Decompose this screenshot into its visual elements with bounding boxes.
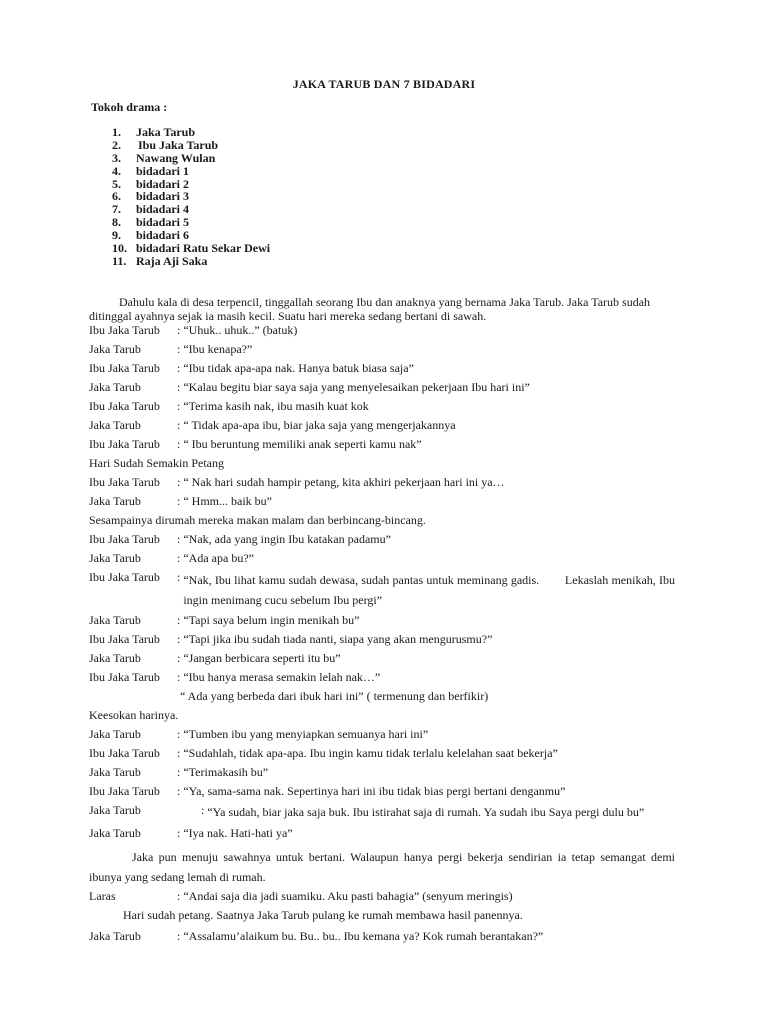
dialogue-line: Jaka Tarub : “Jangan berbicara seperti itu bu” xyxy=(89,651,341,665)
cast-item: 7. bidadari 4 xyxy=(112,202,190,217)
cast-item: 9. bidadari 6 xyxy=(112,228,190,243)
narration-petang: Hari Sudah Semakin Petang xyxy=(89,456,224,470)
script-body xyxy=(89,295,678,943)
narration-pulang: Hari sudah petang. Saatnya Jaka Tarub pulang ke rumah membawa hasil panennya. xyxy=(123,908,523,922)
dialogue-line: Jaka Tarub : “Iya nak. Hati-hati ya” xyxy=(89,826,293,840)
dialogue-line: Jaka Tarub : “Ibu kenapa?” xyxy=(89,342,253,356)
cast-item: 1. Jaka Tarub xyxy=(112,125,196,139)
narration-sawah: Jaka pun menuju sawahnya untuk bertani. Walaupun hanya pergi bekerja sendirian ia tetap semangat demi ibunya yang sedang lemah di rumah. xyxy=(89,850,675,884)
dialogue-line: Ibu Jaka Tarub : “Terima kasih nak, ibu masih kuat kok xyxy=(89,399,369,413)
dialogue-line: Ibu Jaka Tarub : “Nak, ada yang ingin Ibu katakan padamu” xyxy=(89,532,391,546)
cast-item: 11. Raja Aji Saka xyxy=(112,253,208,268)
dialogue-line: Jaka Tarub : “ Hmm... baik bu” xyxy=(89,494,272,508)
dialogue-line: Jaka Tarub : “Ada apa bu?” xyxy=(89,551,254,565)
dialogue-line: Ibu Jaka Tarub : “ Ibu beruntung memiliki anak seperti kamu nak” xyxy=(89,437,422,451)
dialogue-line: Jaka Tarub : “ Tidak apa-apa ibu, biar jaka saja yang mengerjakannya xyxy=(89,418,456,432)
dialogue-line: Jaka Tarub : “Tapi saya belum ingin menikah bu” xyxy=(89,613,360,627)
dialogue-line: Ibu Jaka Tarub : “Ya, sama-sama nak. Sepertinya hari ini ibu tidak bias pergi bertani denganmu” xyxy=(89,784,566,798)
dialogue-line: Ibu Jaka Tarub : “ Nak hari sudah hampir petang, kita akhiri pekerjaan hari ini ya… xyxy=(89,475,505,489)
dialogue-line: Ibu Jaka Tarub : “Uhuk.. uhuk..” (batuk) xyxy=(89,323,298,337)
cast-item: 3. Nawang Wulan xyxy=(112,150,216,165)
dialogue-line: Jaka Tarub : “Assalamu’alaikum bu. Bu.. bu.. Ibu kemana ya? Kok rumah berantakan?” xyxy=(89,929,544,943)
dialogue-line: Ibu Jaka Tarub : “Ibu tidak apa-apa nak. Hanya batuk biasa saja” xyxy=(89,361,414,375)
cast-heading: Tokoh drama : xyxy=(91,100,168,114)
dialogue-line: Ibu Jaka Tarub : “Tapi jika ibu sudah tiada nanti, siapa yang akan mengurusmu?” xyxy=(89,632,493,646)
dialogue-line: Ibu Jaka Tarub : “Sudahlah, tidak apa-apa. Ibu ingin kamu tidak terlalu kelelahan saat bekerja” xyxy=(89,746,558,760)
dialogue-line: Jaka Tarub : “Tumben ibu yang menyiapkan semuanya hari ini” xyxy=(89,727,429,741)
dialogue-line: Ibu Jaka Tarub : “Nak, Ibu lihat kamu sudah dewasa, sudah pantas untuk meminang gadis. Lekaslah menikah, Ibu ingin menimang cucu sebelum Ibu pergi” xyxy=(89,570,678,607)
cast-item: 2. Ibu Jaka Tarub xyxy=(112,137,219,152)
intro-paragraph: Dahulu kala di desa terpencil, tinggallah seorang Ibu dan anaknya yang bernama Jaka Tarub. Jaka Tarub sudah ditinggal ayahnya sejak ia masih kecil. Suatu hari mereka sedang bertani di sawah. xyxy=(89,295,651,323)
dialogue-line: Ibu Jaka Tarub : “Ibu hanya merasa semakin lelah nak…” xyxy=(89,670,381,684)
cast-item: 5. bidadari 2 xyxy=(112,176,190,191)
dialogue-line: Jaka Tarub : “Kalau begitu biar saya saja yang menyelesaikan pekerjaan Ibu hari ini” xyxy=(89,380,530,394)
narration-keesokan: Keesokan harinya. xyxy=(89,708,179,722)
dialogue-line: Laras : “Andai saja dia jadi suamiku. Aku pasti bahagia” (senyum meringis) xyxy=(89,889,513,903)
cast-item: 8. bidadari 5 xyxy=(112,215,190,230)
document-title: JAKA TARUB DAN 7 BIDADARI xyxy=(292,77,476,91)
dialogue-continuation: “ Ada yang berbeda dari ibuk hari ini” ( termenung dan berfikir) xyxy=(180,689,489,703)
cast-item: 6. bidadari 3 xyxy=(112,189,190,204)
cast-item: 10. bidadari Ratu Sekar Dewi xyxy=(112,241,271,256)
cast-list xyxy=(112,126,270,268)
cast-item: 4. bidadari 1 xyxy=(112,163,190,178)
dialogue-line: Jaka Tarub : “Terimakasih bu” xyxy=(89,765,269,779)
narration-rumah: Sesampainya dirumah mereka makan malam dan berbincang-bincang. xyxy=(89,513,426,527)
dialogue-line: Jaka Tarub : “Ya sudah, biar jaka saja buk. Ibu istirahat saja di rumah. Ya sudah ibu Saya pergi dulu bu” xyxy=(89,803,645,819)
